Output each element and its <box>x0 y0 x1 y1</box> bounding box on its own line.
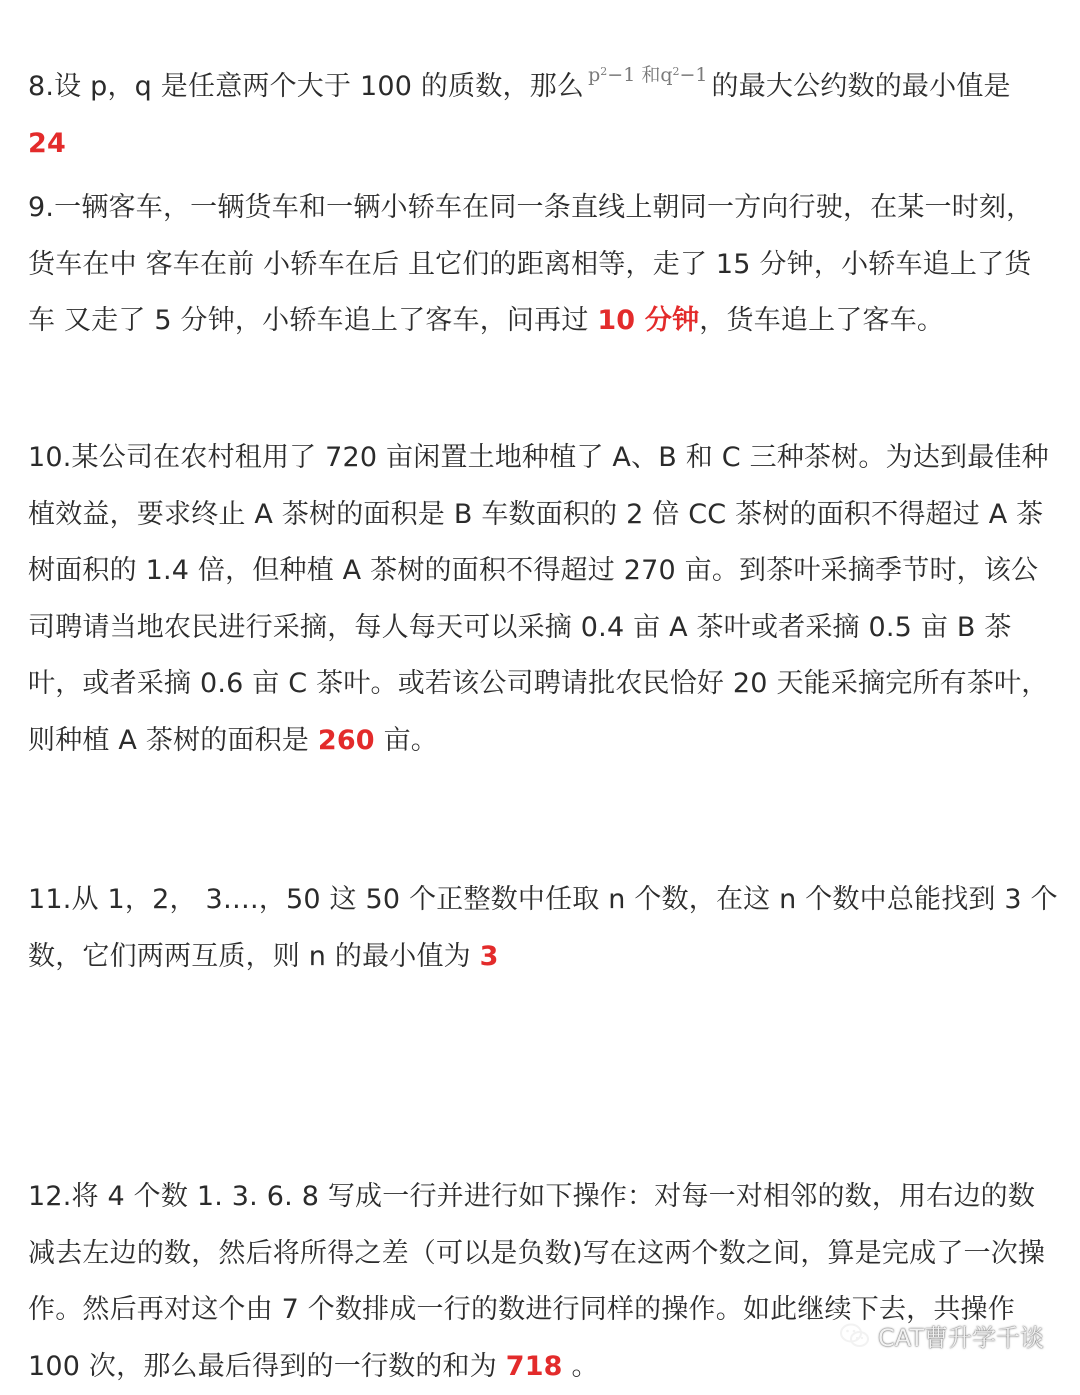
question-12-text-before: 12.将 4 个数 1. 3. 6. 8 写成一行并进行如下操作：对每一对相邻的数，用右边的数减去左边的数，然后将所得之差（可以是负数)写在这两个数之间，算是完成了一次操作。然后再对这个由 7 个数排成一行的数进行同样的操作。如此继续下去，共操作 100 次，那么最后得到的一行数的和为 <box>28 1181 1046 1382</box>
question-8 <box>28 44 1058 172</box>
question-8-text-before: 8.设 p，q 是任意两个大于 100 的质数，那么 <box>28 71 585 102</box>
watermark-text: CAT曹升学千谈 <box>878 1324 1044 1352</box>
question-8-answer: 24 <box>28 127 66 159</box>
question-8-text-after: 的最大公约数的最小值是 <box>711 71 1011 102</box>
question-9 <box>28 180 1058 350</box>
question-9-answer: 10 分钟 <box>597 305 700 336</box>
question-11-answer: 3 <box>479 940 499 972</box>
question-10-answer: 260 <box>317 724 375 756</box>
question-11-text-before: 11.从 1，2， 3….，50 这 50 个正整数中任取 n 个数，在这 n 个数中总能找到 3 个数，它们两两互质，则 n 的最小值为 <box>28 884 1058 972</box>
watermark <box>840 1318 1044 1353</box>
question-12 <box>28 1169 1058 1395</box>
question-9-text-after: ，货车追上了客车。 <box>699 305 945 336</box>
question-9-text-before: 9.一辆客车，一辆货车和一辆小轿车在同一条直线上朝同一方向行驶，在某一时刻，货车在中 客车在前 小轿车在后 且它们的距离相等，走了 15 分钟，小轿车追上了货车 又走了 5 分钟，小轿车追上了客车，问再过 <box>28 192 1034 336</box>
wechat-logo-icon <box>840 1323 870 1349</box>
question-12-answer: 718 <box>505 1350 563 1382</box>
question-10-text-after: 亩。 <box>374 724 438 756</box>
question-11 <box>28 872 1058 985</box>
question-12-text-after: 。 <box>562 1350 599 1382</box>
question-10-text-before: 10.某公司在农村租用了 720 亩闲置土地种植了 A、B 和 C 三种茶树。为达到最佳种植效益，要求终止 A 茶树的面积是 B 车数面积的 2 倍 CC 茶树的面积不得超过 A 茶树面积的 1.4 倍，但种植 A 茶树的面积不得超过 270 亩。到茶叶采摘季节时，该公司聘请当地农民进行采摘，每人每天可以采摘 0.4 亩 A 茶叶或者采摘 0.5 亩 B 茶叶，或者采摘 0.6 亩 C 茶叶。或若该公司聘请批农民恰好 20 天能采摘完所有茶叶，则种植 A 茶树的面积是 <box>28 442 1049 756</box>
question-8-formula: p2−1 和q2−1 <box>588 64 708 86</box>
question-10 <box>28 430 1058 769</box>
